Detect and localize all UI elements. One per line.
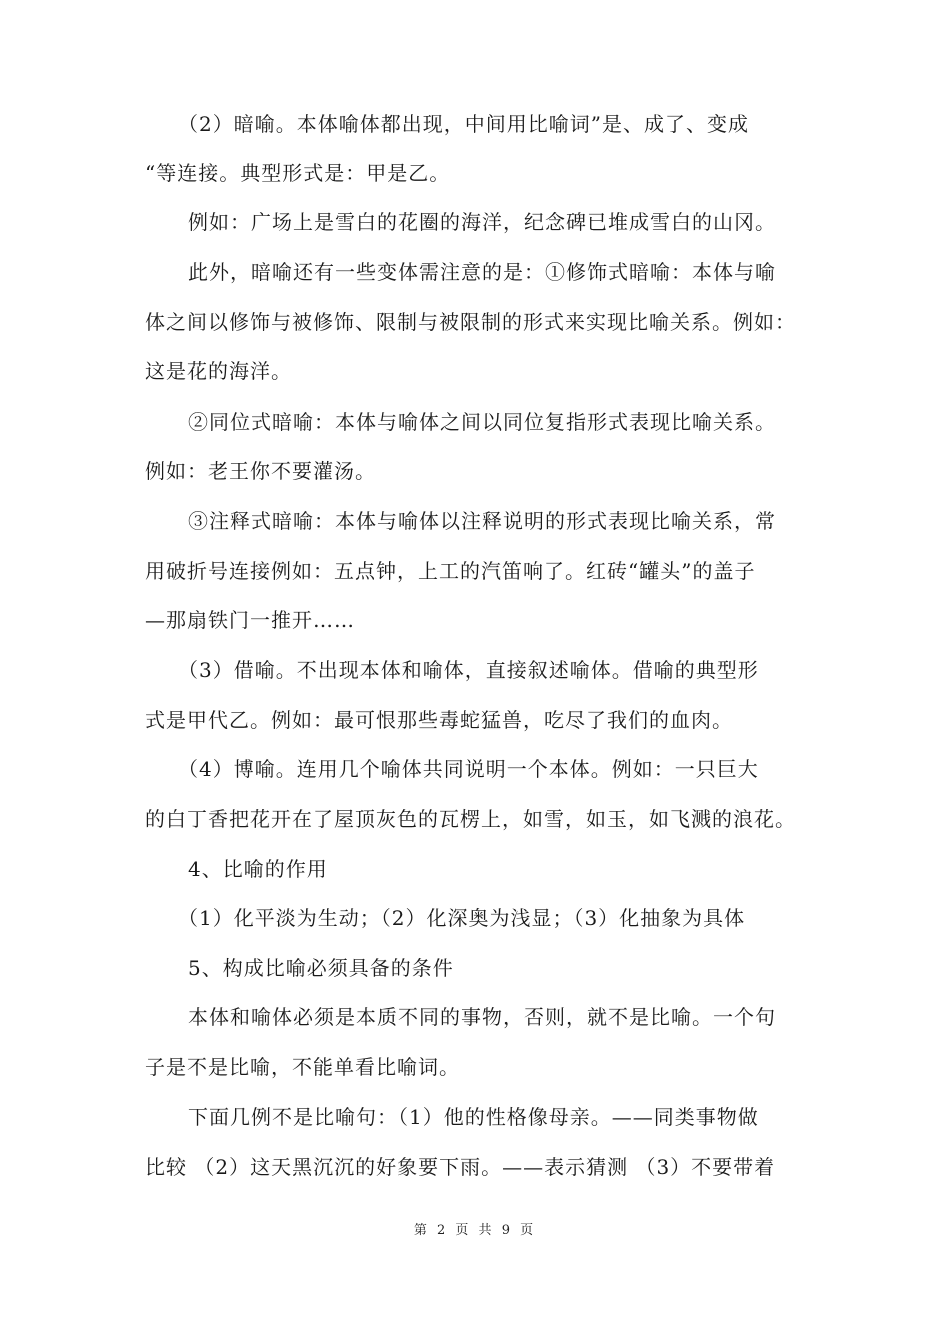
text-line: —那扇铁门一推开…… [145,608,355,632]
text-line: 式是甲代乙。例如：最可恨那些毒蛇猛兽，吃尽了我们的血肉。 [145,708,733,732]
text-line: （4）博喻。连用几个喻体共同说明一个本体。例如：一只巨大 [178,757,759,781]
text-line: （2）暗喻。本体喻体都出现，中间用比喻词”是、成了、变成 [178,112,749,136]
text-line: （3）借喻。不出现本体和喻体，直接叙述喻体。借喻的典型形 [178,658,759,682]
text-line: 的白丁香把花开在了屋顶灰色的瓦楞上，如雪，如玉，如飞溅的浪花。 [145,807,796,831]
text-line: 例如：老王你不要灌汤。 [145,459,376,483]
text-line: ③注释式暗喻：本体与喻体以注释说明的形式表现比喻关系，常 [188,509,776,533]
text-line: 此外，暗喻还有一些变体需注意的是：①修饰式暗喻：本体与喻 [188,260,776,284]
section-heading: 5、构成比喻必须具备的条件 [188,956,454,980]
text-line: “等连接。典型形式是：甲是乙。 [145,161,451,185]
text-line: 下面几例不是比喻句：（1）他的性格像母亲。——同类事物做 [188,1105,759,1129]
text-line: ②同位式暗喻：本体与喻体之间以同位复指形式表现比喻关系。 [188,410,776,434]
text-line: 例如：广场上是雪白的花圈的海洋，纪念碑已堆成雪白的山冈。 [188,210,776,234]
text-line: （1）化平淡为生动；（2）化深奥为浅显；（3）化抽象为具体 [178,906,746,930]
section-heading: 4、比喻的作用 [188,857,328,881]
text-line: 这是花的海洋。 [145,359,292,383]
text-line: 子是不是比喻，不能单看比喻词。 [145,1055,460,1079]
page-number-footer: 第 2 页 共 9 页 [413,1223,537,1238]
text-line: 本体和喻体必须是本质不同的事物，否则，就不是比喻。一个句 [188,1005,776,1029]
text-line: 比较 （2）这天黑沉沉的好象要下雨。——表示猜测 （3）不要带着 [145,1155,776,1179]
text-line: 用破折号连接例如：五点钟，上工的汽笛响了。红砖“罐头”的盖子 [145,559,756,583]
text-line: 体之间以修饰与被修饰、限制与被限制的形式来实现比喻关系。例如： [145,310,796,334]
